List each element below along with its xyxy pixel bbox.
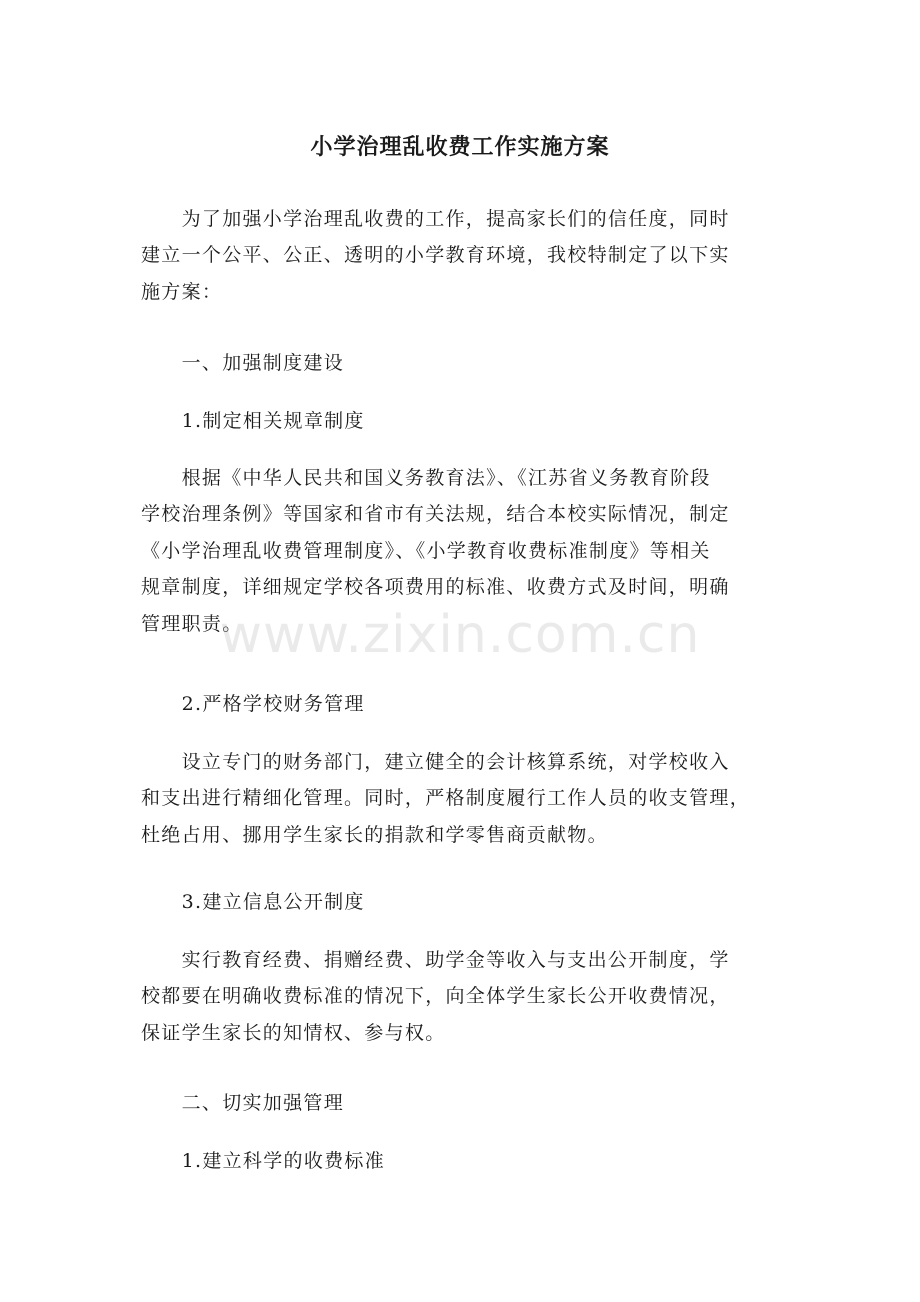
text-line: 校都要在明确收费标准的情况下，向全体学生家长公开收费情况， xyxy=(141,985,730,1008)
text-line: 1.建立科学的收费标准 xyxy=(141,1150,386,1172)
text-line: 保证学生家长的知情权、参与权。 xyxy=(141,1021,446,1044)
text-line: 1.制定相关规章制度 xyxy=(141,410,365,432)
text-line: 和支出进行精细化管理。同时，严格制度履行工作人员的收支管理， xyxy=(141,787,751,810)
subheading-1-3 xyxy=(141,884,806,920)
section-heading-1 xyxy=(141,345,806,381)
subheading-1-1 xyxy=(141,403,806,439)
document-title: 小学治理乱收费工作实施方案 xyxy=(310,135,610,160)
text-line: 3.建立信息公开制度 xyxy=(141,891,365,913)
text-line: 根据《中华人民共和国义务教育法》、《江苏省义务教育阶段 xyxy=(141,467,711,489)
paragraph-regulations xyxy=(141,460,806,642)
text-line: 施方案： xyxy=(141,280,223,303)
text-line: 学校治理条例》等国家和省市有关法规，结合本校实际情况，制定 xyxy=(141,503,730,526)
text-line: 建立一个公平、公正、透明的小学教育环境，我校特制定了以下实 xyxy=(141,244,730,267)
text-line: 二、切实加强管理 xyxy=(141,1092,345,1114)
text-line: 一、加强制度建设 xyxy=(141,352,345,374)
text-line: 为了加强小学治理乱收费的工作，提高家长们的信任度，同时 xyxy=(141,208,730,230)
paragraph-intro xyxy=(141,201,806,310)
text-line: 《小学治理乱收费管理制度》、《小学教育收费标准制度》等相关 xyxy=(141,539,711,562)
watermark: www.zixin.com.cn xyxy=(219,605,701,665)
paragraph-disclosure xyxy=(141,942,806,1051)
text-line: 设立专门的财务部门，建立健全的会计核算系统，对学校收入 xyxy=(141,751,730,773)
paragraph-finance xyxy=(141,744,806,853)
text-line: 实行教育经费、捐赠经费、助学金等收入与支出公开制度，学 xyxy=(141,949,730,971)
subheading-2-1 xyxy=(141,1143,806,1179)
text-line: 管理职责。 xyxy=(141,612,243,635)
text-line: 杜绝占用、挪用学生家长的捐款和学零售商贡献物。 xyxy=(141,823,608,846)
text-line: 2.严格学校财务管理 xyxy=(141,693,365,715)
subheading-1-2 xyxy=(141,686,806,722)
section-heading-2 xyxy=(141,1085,806,1121)
text-line: 规章制度，详细规定学校各项费用的标准、收费方式及时间，明确 xyxy=(141,576,730,599)
